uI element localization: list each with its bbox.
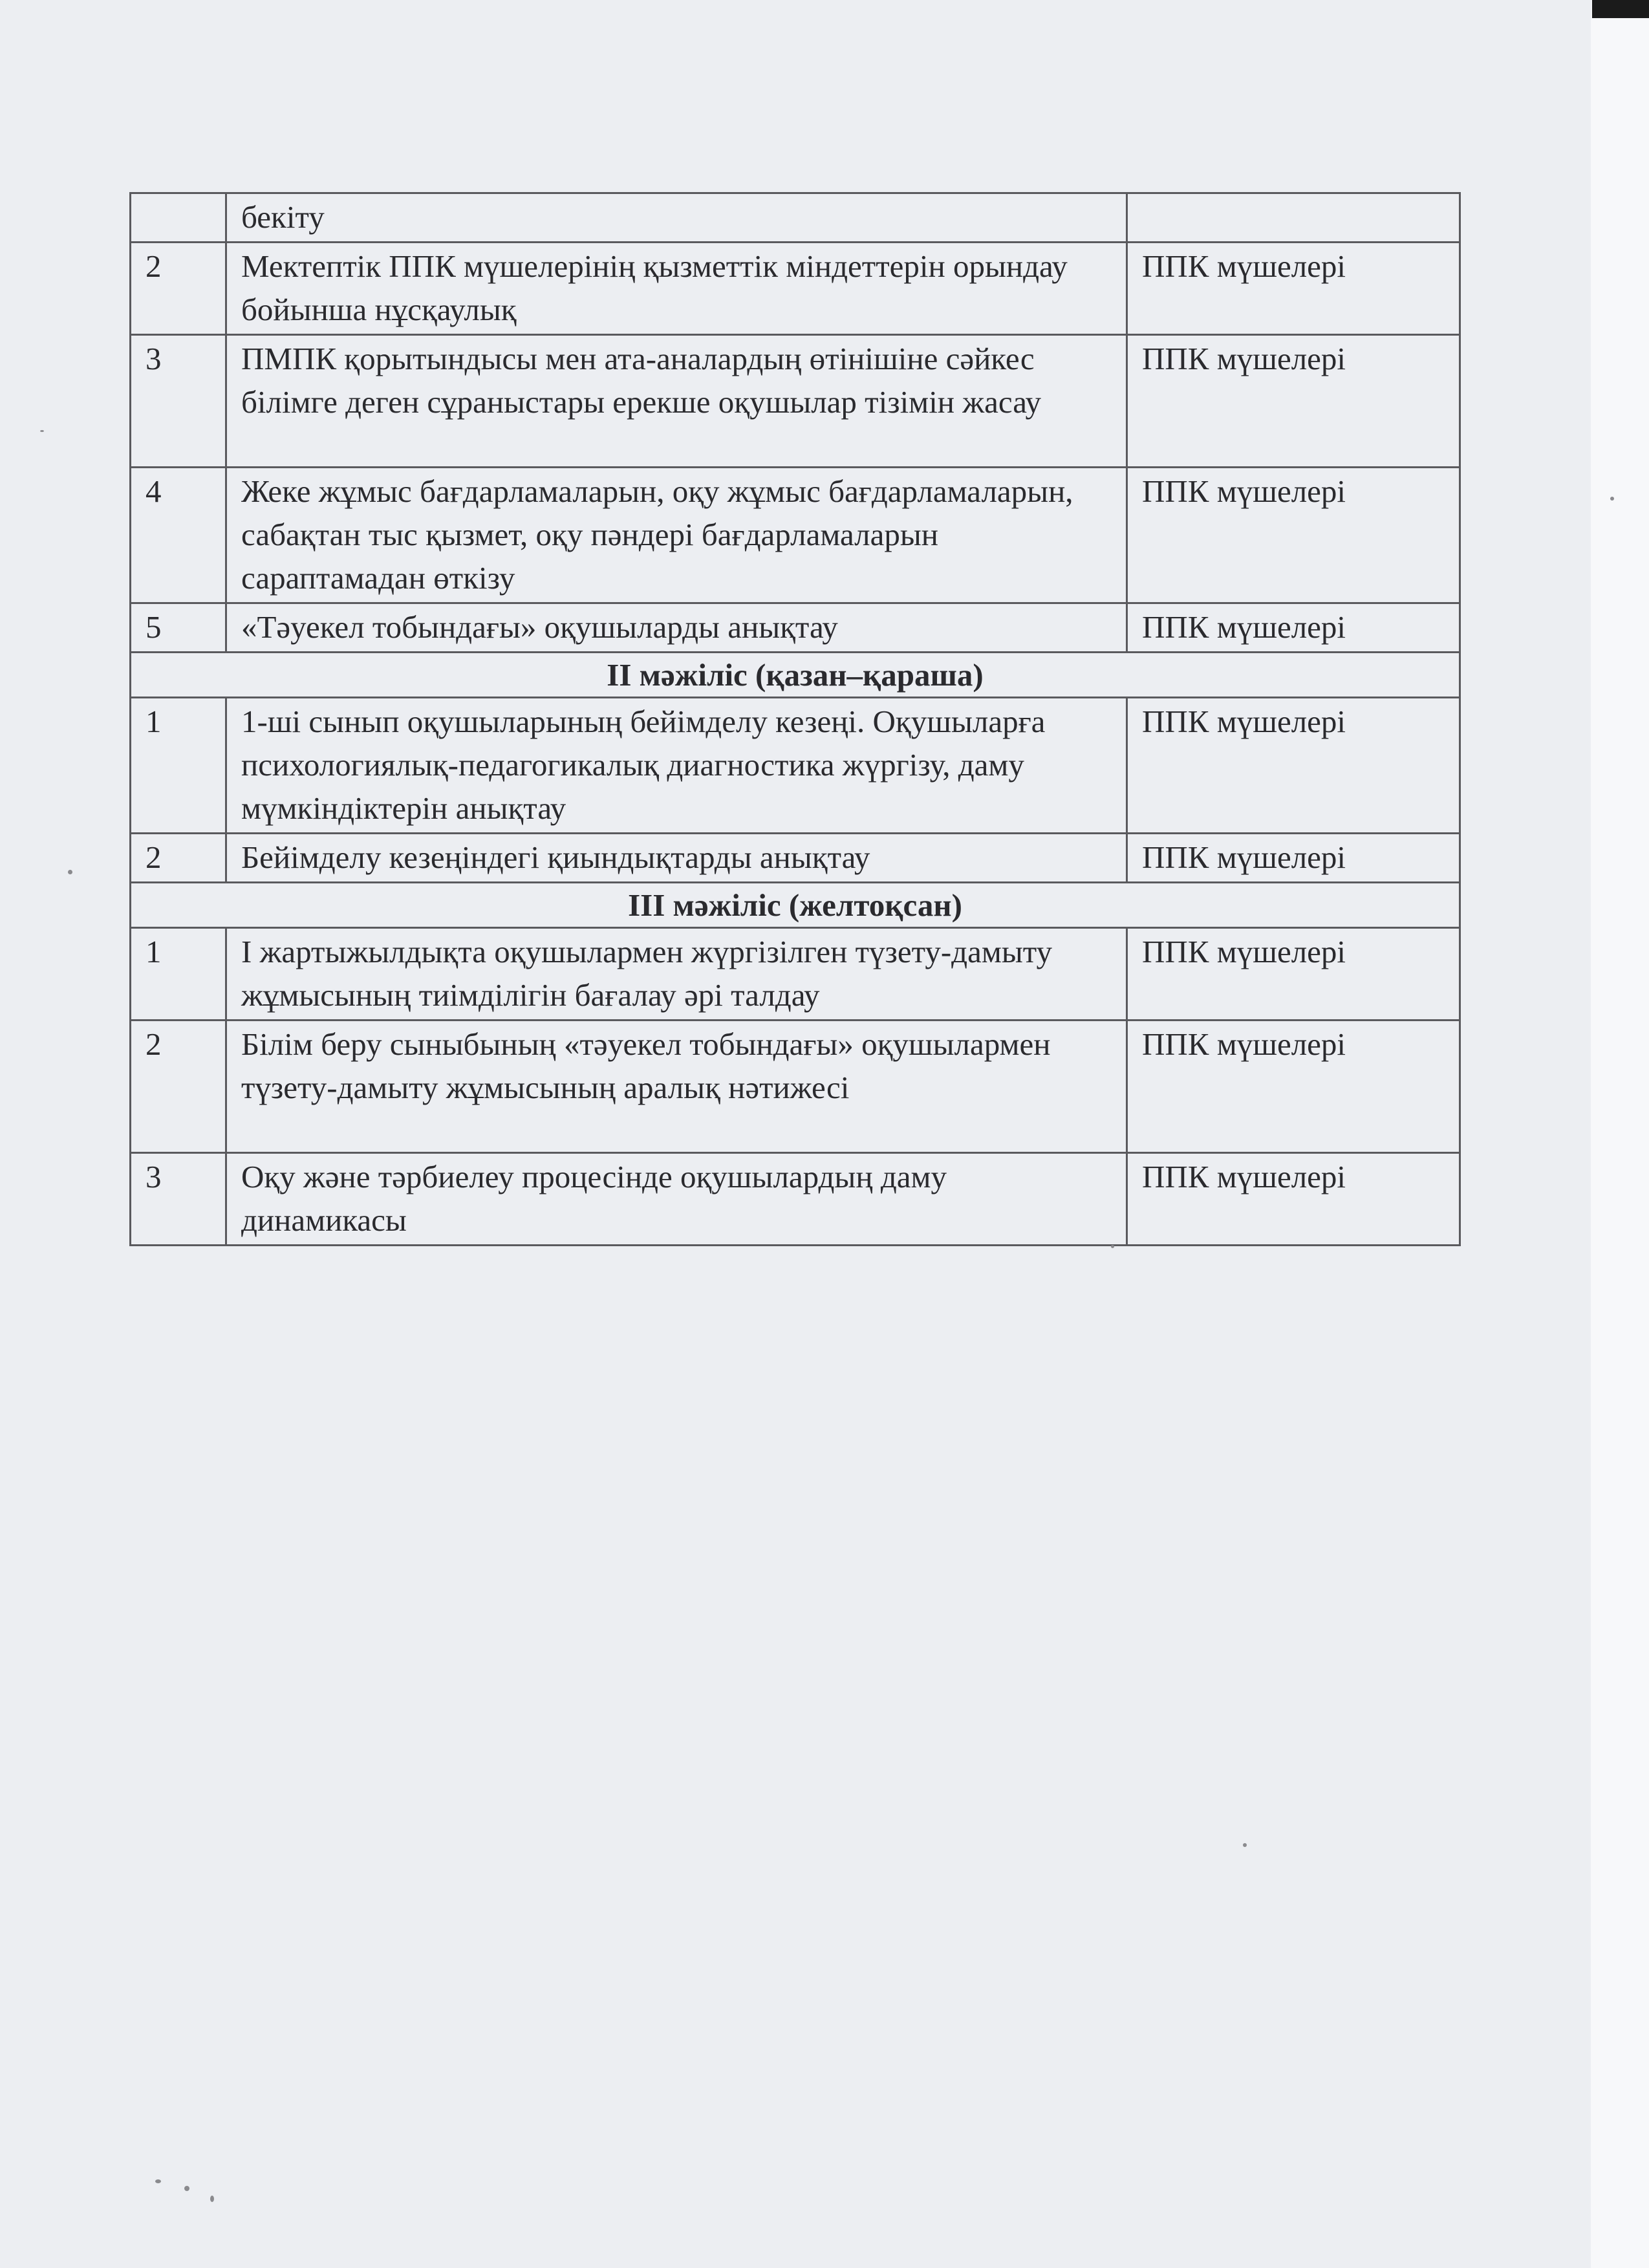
row-responsible: ППК мүшелері (1127, 335, 1460, 468)
scan-speck (1111, 1245, 1114, 1248)
scan-speck (1610, 497, 1614, 501)
table-row (131, 335, 1460, 468)
section-heading: ІІ мәжіліс (қазан–қараша) (131, 653, 1460, 698)
section-heading-row (131, 883, 1460, 928)
row-responsible: ППК мүшелері (1127, 928, 1460, 1021)
table-row (131, 698, 1460, 834)
row-task: І жартыжылдықта оқушылармен жүргізілген түзету-дамыту жұмысының тиімділігін бағалау әрі талдау (226, 928, 1127, 1021)
row-responsible: ППК мүшелері (1127, 243, 1460, 335)
row-responsible: ППК мүшелері (1127, 834, 1460, 883)
scan-speck (40, 430, 44, 432)
table-row (131, 1153, 1460, 1246)
row-task: Мектептік ППК мүшелерінің қызметтік міндеттерін орындау бойынша нұсқаулық (226, 243, 1127, 335)
scan-corner-mark (1592, 0, 1649, 18)
row-task: бекіту (226, 193, 1127, 243)
row-task: Оқу және тәрбиелеу процесінде оқушылардың даму динамикасы (226, 1153, 1127, 1246)
row-responsible: ППК мүшелері (1127, 1153, 1460, 1246)
row-number (131, 193, 226, 243)
row-task: «Тәуекел тобындағы» оқушыларды анықтау (226, 603, 1127, 653)
row-number: 2 (131, 243, 226, 335)
section-heading-row (131, 653, 1460, 698)
table-row (131, 243, 1460, 335)
scan-speck (68, 870, 72, 874)
row-number: 2 (131, 1021, 226, 1153)
row-number: 1 (131, 928, 226, 1021)
row-responsible: ППК мүшелері (1127, 1021, 1460, 1153)
table-row (131, 193, 1460, 243)
row-responsible (1127, 193, 1460, 243)
table-row (131, 834, 1460, 883)
row-responsible: ППК мүшелері (1127, 468, 1460, 603)
row-number: 3 (131, 335, 226, 468)
row-number: 1 (131, 698, 226, 834)
row-number: 4 (131, 468, 226, 603)
scan-speck (155, 2179, 161, 2183)
row-responsible: ППК мүшелері (1127, 603, 1460, 653)
row-task: Бейімделу кезеңіндегі қиындықтарды анықтау (226, 834, 1127, 883)
row-task: 1-ші сынып оқушыларының бейімделу кезеңі. Оқушыларға психологиялық-педагогикалық диагностика жүргізу, даму мүмкіндіктерін анықтау (226, 698, 1127, 834)
row-number: 2 (131, 834, 226, 883)
row-responsible: ППК мүшелері (1127, 698, 1460, 834)
scan-speck (1243, 1843, 1247, 1847)
row-task: Білім беру сыныбының «тәуекел тобындағы» оқушылармен түзету-дамыту жұмысының аралық нәтижесі (226, 1021, 1127, 1153)
table-row (131, 603, 1460, 653)
table-row (131, 928, 1460, 1021)
section-heading: ІІІ мәжіліс (желтоқсан) (131, 883, 1460, 928)
row-task: ПМПК қорытындысы мен ата-аналардың өтінішіне сәйкес білімге деген сұраныстары ерекше оқушылар тізімін жасау (226, 335, 1127, 468)
ppk-plan-table (129, 192, 1461, 1246)
row-task: Жеке жұмыс бағдарламаларын, оқу жұмыс бағдарламаларын, сабақтан тыс қызмет, оқу пәндері бағдарламаларын сараптамадан өткізу (226, 468, 1127, 603)
row-number: 3 (131, 1153, 226, 1246)
table-row (131, 1021, 1460, 1153)
scan-speck (210, 2196, 214, 2202)
scan-speck (184, 2186, 189, 2191)
scan-edge-strip (1591, 0, 1649, 2268)
table-row (131, 468, 1460, 603)
row-number: 5 (131, 603, 226, 653)
